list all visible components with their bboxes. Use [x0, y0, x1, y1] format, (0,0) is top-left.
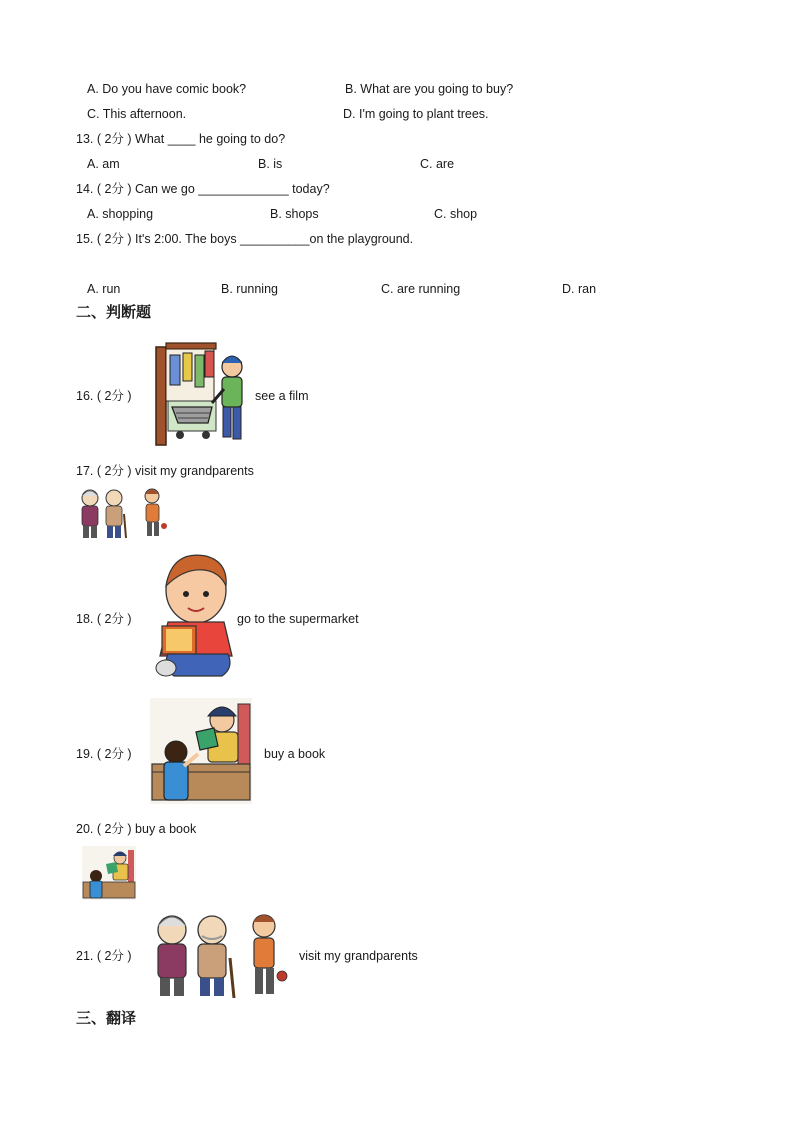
- grandparents-icon: [148, 908, 298, 1000]
- bookstore-counter-icon: [150, 698, 252, 804]
- q15-option-b: B. running: [221, 282, 278, 296]
- section-heading-translation: 三、翻译: [76, 1009, 137, 1027]
- q12-option-c: C. This afternoon.: [87, 107, 187, 121]
- q14-stem: 14. ( 2分 ) Can we go _____________ today?: [76, 182, 330, 196]
- shopping-cart-icon: [150, 337, 252, 449]
- q14-option-c: C. shop: [434, 207, 478, 221]
- q15-option-d: D. ran: [562, 282, 597, 296]
- q13-option-b: B. is: [258, 157, 283, 171]
- q12-option-b: B. What are you going to buy?: [345, 82, 514, 96]
- boy-reading-icon: [144, 550, 236, 682]
- q13-option-c: C. are: [420, 157, 455, 171]
- q18-number: 18. ( 2分 ): [76, 612, 132, 626]
- q19-number: 19. ( 2分 ): [76, 747, 132, 761]
- bookstore-counter-icon: [82, 846, 136, 900]
- q14-option-a: A. shopping: [87, 207, 154, 221]
- q21-phrase: visit my grandparents: [299, 949, 418, 963]
- q19-phrase: buy a book: [264, 747, 326, 761]
- q20-number-and-phrase: 20. ( 2分 ) buy a book: [76, 822, 197, 836]
- q17-number-and-phrase: 17. ( 2分 ) visit my grandparents: [76, 464, 254, 478]
- q14-option-b: B. shops: [270, 207, 319, 221]
- q12-option-d: D. I'm going to plant trees.: [343, 107, 489, 121]
- q13-stem: 13. ( 2分 ) What ____ he going to do?: [76, 132, 286, 146]
- q12-option-a: A. Do you have comic book?: [87, 82, 247, 96]
- q18-phrase: go to the supermarket: [237, 612, 359, 626]
- section-heading-judgment: 二、判断题: [76, 303, 152, 321]
- q16-number: 16. ( 2分 ): [76, 389, 132, 403]
- q15-stem: 15. ( 2分 ) It's 2:00. The boys __________on the playground.: [76, 232, 414, 246]
- q21-number: 21. ( 2分 ): [76, 949, 132, 963]
- q16-phrase: see a film: [255, 389, 309, 403]
- grandparents-icon: [76, 486, 168, 540]
- q15-option-c: C. are running: [381, 282, 461, 296]
- q15-option-a: A. run: [87, 282, 121, 296]
- q13-option-a: A. am: [87, 157, 120, 171]
